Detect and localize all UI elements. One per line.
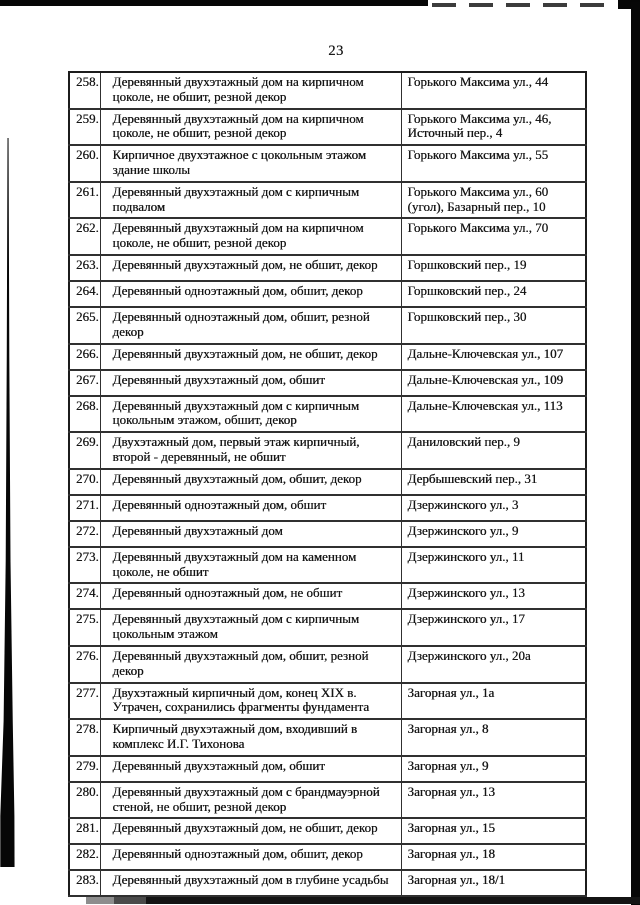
table-row (69, 521, 586, 547)
table-row (69, 281, 586, 307)
table-row (69, 870, 586, 896)
row-number: 262. (69, 218, 100, 255)
row-description: Деревянный одноэтажный дом, обшит, резной декор (100, 307, 401, 344)
row-number: 264. (69, 281, 100, 307)
table-row (69, 469, 586, 495)
row-description: Деревянный двухэтажный дом с брандмауэрной стеной, не обшит, резной декор (100, 782, 401, 819)
buildings-table (68, 71, 587, 897)
row-address: Дзержинского ул., 20а (401, 646, 586, 683)
row-address: Горького Максима ул., 60 (угол), Базарный пер., 10 (401, 182, 586, 219)
row-number: 261. (69, 182, 100, 219)
table-row (69, 782, 586, 819)
row-address: Дальне-Ключевская ул., 107 (401, 344, 586, 370)
row-address: Загорная ул., 1а (401, 683, 586, 720)
row-description: Деревянный двухэтажный дом на кирпичном цоколе, не обшит, резной декор (100, 109, 401, 146)
row-description: Деревянный двухэтажный дом с кирпичным цокольным этажом, обшит, декор (100, 396, 401, 433)
row-description: Деревянный одноэтажный дом, обшит, декор (100, 844, 401, 870)
row-address: Дзержинского ул., 3 (401, 495, 586, 521)
row-number: 281. (69, 818, 100, 844)
row-description: Деревянный двухэтажный дом, обшит (100, 756, 401, 782)
row-address: Дзержинского ул., 9 (401, 521, 586, 547)
row-description: Деревянный одноэтажный дом, обшит, декор (100, 281, 401, 307)
row-address: Горшковский пер., 30 (401, 307, 586, 344)
table-row (69, 719, 586, 756)
row-description: Двухэтажный дом, первый этаж кирпичный, второй - деревянный, не обшит (100, 432, 401, 469)
row-description: Двухэтажный кирпичный дом, конец XIX в. Утрачен, сохранились фрагменты фундамента (100, 683, 401, 720)
table-row (69, 307, 586, 344)
table-row (69, 683, 586, 720)
row-address: Загорная ул., 9 (401, 756, 586, 782)
row-number: 258. (69, 72, 100, 109)
row-number: 271. (69, 495, 100, 521)
row-address: Горького Максима ул., 55 (401, 145, 586, 182)
table-row (69, 609, 586, 646)
table-row (69, 844, 586, 870)
row-number: 270. (69, 469, 100, 495)
row-number: 276. (69, 646, 100, 683)
table-row (69, 344, 586, 370)
row-number: 272. (69, 521, 100, 547)
scan-artifact-left-edge (0, 138, 15, 867)
row-address: Горького Максима ул., 70 (401, 218, 586, 255)
row-number: 268. (69, 396, 100, 433)
row-description: Деревянный двухэтажный дом, не обшит, декор (100, 818, 401, 844)
row-address: Дальне-Ключевская ул., 113 (401, 396, 586, 433)
table-row (69, 432, 586, 469)
row-address: Загорная ул., 8 (401, 719, 586, 756)
table-row (69, 818, 586, 844)
row-address: Загорная ул., 13 (401, 782, 586, 819)
scan-artifact-top-edge (0, 0, 640, 10)
row-description: Деревянный двухэтажный дом с кирпичным цокольным этажом (100, 609, 401, 646)
scan-artifact-bottom-edge (86, 897, 640, 904)
row-description: Деревянный одноэтажный дом, не обшит (100, 583, 401, 609)
row-address: Дальне-Ключевская ул., 109 (401, 370, 586, 396)
row-address: Горшковский пер., 19 (401, 255, 586, 281)
table-row (69, 370, 586, 396)
row-address: Дзержинского ул., 17 (401, 609, 586, 646)
row-number: 263. (69, 255, 100, 281)
table-row (69, 109, 586, 146)
row-number: 275. (69, 609, 100, 646)
row-description: Кирпичное двухэтажное с цокольным этажом здание школы (100, 145, 401, 182)
row-address: Загорная ул., 15 (401, 818, 586, 844)
row-number: 277. (69, 683, 100, 720)
row-number: 282. (69, 844, 100, 870)
row-number: 266. (69, 344, 100, 370)
row-description: Деревянный двухэтажный дом, не обшит, декор (100, 344, 401, 370)
row-description: Деревянный двухэтажный дом с кирпичным подвалом (100, 182, 401, 219)
row-address: Горького Максима ул., 46, Источный пер., 4 (401, 109, 586, 146)
table-row (69, 547, 586, 584)
row-address: Дзержинского ул., 11 (401, 547, 586, 584)
row-number: 265. (69, 307, 100, 344)
scan-artifact-right-edge (631, 2, 640, 905)
row-description: Деревянный двухэтажный дом, обшит, декор (100, 469, 401, 495)
table-row (69, 255, 586, 281)
table-row (69, 145, 586, 182)
row-description: Деревянный двухэтажный дом на каменном цоколе, не обшит (100, 547, 401, 584)
row-description: Деревянный двухэтажный дом, обшит, резной декор (100, 646, 401, 683)
row-address: Дербышевский пер., 31 (401, 469, 586, 495)
row-address: Загорная ул., 18/1 (401, 870, 586, 896)
row-address: Горького Максима ул., 44 (401, 72, 586, 109)
row-description: Деревянный двухэтажный дом на кирпичном цоколе, не обшит, резной декор (100, 72, 401, 109)
table-row (69, 756, 586, 782)
row-description: Деревянный двухэтажный дом на кирпичном цоколе, не обшит, резной декор (100, 218, 401, 255)
row-address: Загорная ул., 18 (401, 844, 586, 870)
table-row (69, 495, 586, 521)
row-number: 260. (69, 145, 100, 182)
table-row (69, 72, 586, 109)
row-description: Кирпичный двухэтажный дом, входивший в комплекс И.Г. Тихонова (100, 719, 401, 756)
row-description: Деревянный двухэтажный дом, обшит (100, 370, 401, 396)
row-description: Деревянный одноэтажный дом, обшит (100, 495, 401, 521)
page-number: 23 (328, 43, 344, 59)
row-number: 269. (69, 432, 100, 469)
row-number: 280. (69, 782, 100, 819)
row-number: 267. (69, 370, 100, 396)
row-number: 274. (69, 583, 100, 609)
row-number: 279. (69, 756, 100, 782)
table-row (69, 396, 586, 433)
row-address: Дзержинского ул., 13 (401, 583, 586, 609)
row-address: Даниловский пер., 9 (401, 432, 586, 469)
row-number: 283. (69, 870, 100, 896)
buildings-table-body (69, 72, 586, 896)
table-row (69, 218, 586, 255)
row-description: Деревянный двухэтажный дом (100, 521, 401, 547)
row-number: 273. (69, 547, 100, 584)
table-row (69, 182, 586, 219)
row-address: Горшковский пер., 24 (401, 281, 586, 307)
row-number: 259. (69, 109, 100, 146)
row-description: Деревянный двухэтажный дом, не обшит, декор (100, 255, 401, 281)
row-number: 278. (69, 719, 100, 756)
table-row (69, 583, 586, 609)
row-description: Деревянный двухэтажный дом в глубине усадьбы (100, 870, 401, 896)
table-row (69, 646, 586, 683)
